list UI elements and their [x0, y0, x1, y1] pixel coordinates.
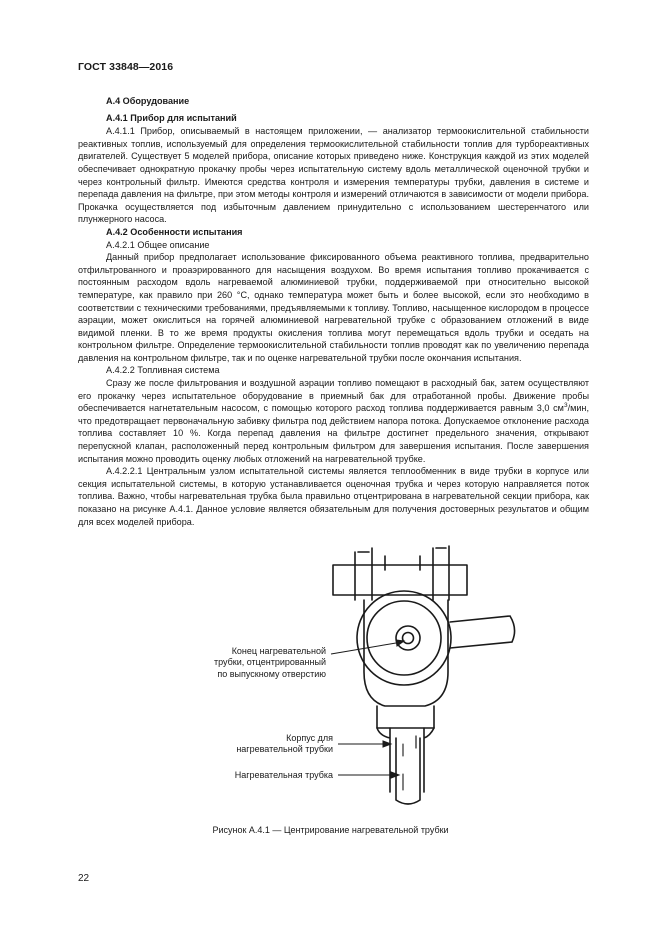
section-title-a4: А.4 Оборудование [106, 96, 190, 106]
page-number: 22 [78, 873, 90, 884]
arrow-heater-tube [391, 772, 399, 778]
document-header: ГОСТ 33848—2016 [78, 61, 174, 73]
label-tube-end-line3: по выпускному отверстию [217, 668, 326, 679]
paragraph-a411: А.4.1.1 Прибор, описываемый в настоящем приложении, — анализатор термоокислительной стабильности реактивных топлив, используемый для определения термоокислительной стабильности топлив для турбореактивных двигателей. Существует 5 моделей прибора, описание которых приведено ниже. Конструкция каждой из этих моделей обеспечивает однократную прокачку пробы через испытательную систему вдоль металлической оценочной трубки и через контрольный фильтр. Имеются средства контроля и измерения температуры трубки, давления в системе и перепада давления на фильтре, при этом методы контроля и измерений отличаются в зависимости от модели прибора. Прокачка осуществляется под избыточным давлением принудительно с использованием шестеренчатого или плунжерного насоса. [78, 126, 589, 225]
paragraph-a4221: А.4.2.2.1 Центральным узлом испытательной системы является теплообменник в виде трубки в корпусе или секция испытательной системы, в которую устанавливается оценочная трубка и через которую направляется поток топлива. Важно, чтобы нагревательная трубка была правильно отцентрирована в нагревательной секции прибора, как показано на рисунке А.4.1. Данное условие является обязательным для получения достоверных результатов и общим для всех моделей прибора. [78, 466, 589, 527]
clamp-plate [333, 565, 467, 595]
paragraph-a421: Данный прибор предполагает использование фиксированного объема реактивного топлива, предварительно отфильтрованного и проаэрированного для насыщения воздухом. Во время испытания топливо прокачивается с постоянным расходом вдоль нагреваемой алюминиевой трубки, поддерживаемой при относительно высокой температуре, как правило при 260 °С, однако температура может быть и более высокой, если это необходимо в соответствии с техническими требованиями, предъявляемыми к топливу. Топливо, насыщенное кислородом в процессе аэрации, может окислиться на горячей алюминиевой нагревательной трубке с образованием отложений в виде видимой пленки. В то же время продукты окисления топлива могут перемещаться вдоль трубки и оседать на контрольном фильтре. Определение термоокислительной стабильности топлив проводят как по увеличению перепада давления на контрольном фильтре, так и по оценке нагревательной трубки после окончания испытания. [78, 252, 589, 363]
section-title-a421: А.4.2.1 Общее описание [106, 239, 210, 250]
side-outlet-pipe [450, 616, 515, 648]
text-column [78, 95, 589, 528]
housing-inner-rim [367, 601, 441, 675]
tube-housing [377, 728, 434, 792]
housing-outer-rim [357, 591, 451, 685]
clamp-bolt-left [355, 548, 372, 600]
paragraph-a422-part2: /мин, что предотвращает первоначальную забивку фильтра под действием напора потока. Допускаемое отклонение расхода топлива составляет 10 %. Когда перепад давления на фильтре достигнет предельного значения, открывают перепускной клапан, расположенный перед контрольным фильтром для завершения испытания. После завершения испытания можно проводить оценку любых отложений на нагревательной трубке. [78, 403, 589, 464]
heater-tube [396, 738, 420, 804]
section-title-a422: А.4.2.2 Топливная система [106, 365, 220, 376]
label-tube-housing [160, 733, 333, 756]
section-title-a41: А.4.1 Прибор для испытаний [106, 112, 237, 123]
tube-end [403, 633, 414, 644]
housing-collar [377, 706, 434, 728]
leader-tube-end [331, 642, 402, 654]
label-tube-end [150, 646, 326, 680]
label-tube-housing-line2: нагревательной трубки [236, 744, 333, 755]
label-tube-housing-line1: Корпус для [286, 733, 333, 743]
arrow-housing [383, 741, 391, 747]
label-heater-tube: Нагревательная трубка [234, 770, 333, 780]
figure-caption: Рисунок А.4.1 — Центрирование нагревательной трубки [212, 825, 449, 835]
clamp-bolt-right [433, 546, 449, 600]
outlet-hole [396, 626, 420, 650]
label-tube-end-line1: Конец нагревательной [231, 646, 326, 656]
section-title-a42: А.4.2 Особенности испытания [106, 226, 243, 237]
arrow-tube-end [396, 640, 404, 646]
paragraph-a422 [78, 377, 589, 465]
label-tube-end-line2: трубки, отцентрированный [214, 657, 326, 668]
superscript-3: 3 [563, 402, 568, 410]
paragraph-a422-part1: Сразу же после фильтрования и воздушной аэрации топливо помещают в расходный бак, затем осуществляют его прокачку через испытательное оборудование в приемный бак для отработанной пробы. Движение пробы обеспечивается нагнетательным насосом, с помощью которого расход топлива поддерживается равным 3,0 см [78, 378, 589, 414]
housing-outline [364, 600, 448, 706]
